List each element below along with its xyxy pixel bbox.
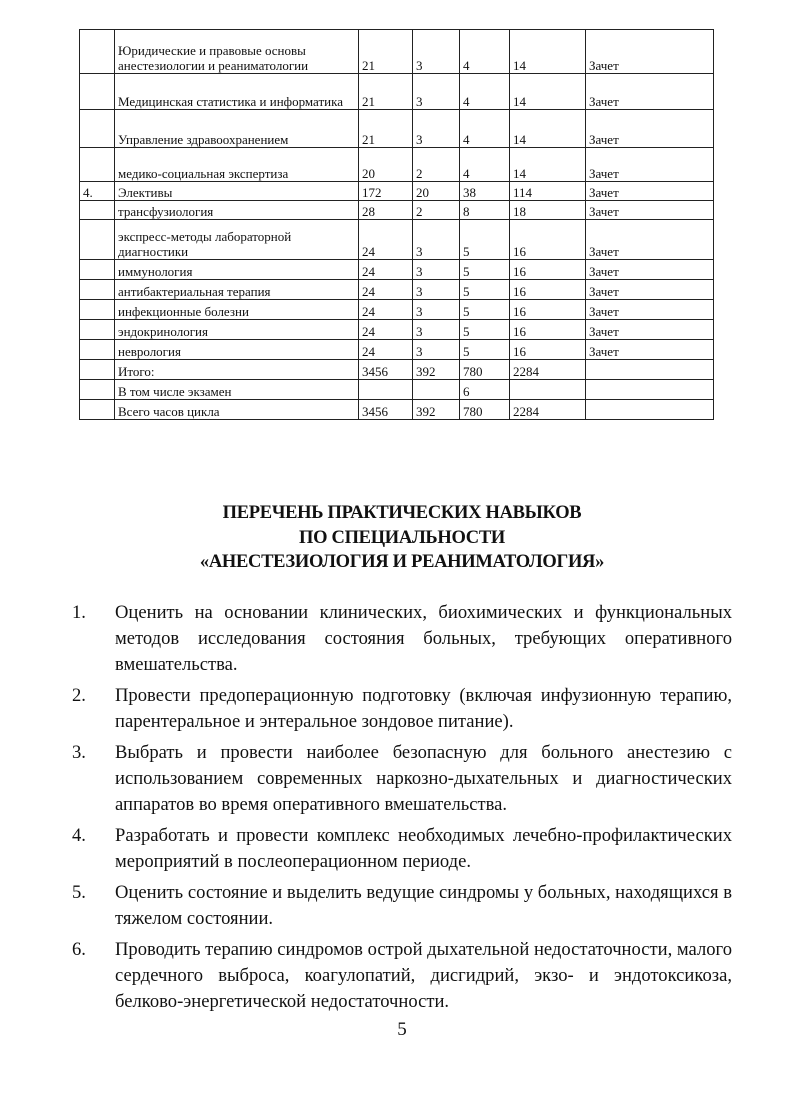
- row-number-cell: [80, 340, 115, 360]
- table-row: [80, 300, 714, 320]
- seminar-hours-cell: 5: [460, 260, 510, 280]
- seminar-hours-cell: 780: [460, 400, 510, 420]
- table-row: [80, 220, 714, 260]
- lecture-hours-cell: 3: [413, 280, 460, 300]
- practice-hours-cell: 16: [510, 280, 586, 300]
- lecture-hours-cell: 2: [413, 201, 460, 220]
- assessment-form-cell: Зачет: [586, 182, 714, 201]
- table-row: [80, 260, 714, 280]
- table-row: [80, 30, 714, 74]
- row-number-cell: [80, 110, 115, 148]
- total-hours-cell: 24: [359, 340, 413, 360]
- skill-item: [72, 823, 732, 875]
- assessment-form-cell: Зачет: [586, 74, 714, 110]
- discipline-name-cell: антибактериальная терапия: [115, 280, 359, 300]
- row-number-cell: [80, 300, 115, 320]
- row-number-cell: [80, 148, 115, 182]
- row-number-cell: [80, 380, 115, 400]
- row-number-cell: [80, 30, 115, 74]
- assessment-form-cell: [586, 380, 714, 400]
- total-hours-cell: 28: [359, 201, 413, 220]
- table-row: [80, 110, 714, 148]
- assessment-form-cell: Зачет: [586, 110, 714, 148]
- table-row: [80, 148, 714, 182]
- skill-text: Разработать и провести комплекс необходимых лечебно-профилактических мероприятий в послеоперационном периоде.: [115, 825, 732, 872]
- assessment-form-cell: [586, 360, 714, 380]
- skill-number: 5.: [72, 882, 86, 903]
- row-number-cell: [80, 280, 115, 300]
- assessment-form-cell: Зачет: [586, 201, 714, 220]
- total-hours-cell: 20: [359, 148, 413, 182]
- lecture-hours-cell: 3: [413, 220, 460, 260]
- skill-text: Оценить состояние и выделить ведущие синдромы у больных, находящихся в тяжелом состоянии.: [115, 882, 732, 929]
- total-hours-cell: 24: [359, 260, 413, 280]
- assessment-form-cell: Зачет: [586, 260, 714, 280]
- section-heading-line-1: ПЕРЕЧЕНЬ ПРАКТИЧЕСКИХ НАВЫКОВ: [222, 503, 582, 523]
- discipline-name-cell: трансфузиология: [115, 201, 359, 220]
- skill-item: [72, 740, 732, 818]
- lecture-hours-cell: 3: [413, 110, 460, 148]
- practice-hours-cell: 2284: [510, 360, 586, 380]
- skill-item: [72, 600, 732, 678]
- total-hours-cell: 21: [359, 74, 413, 110]
- total-hours-cell: 3456: [359, 400, 413, 420]
- lecture-hours-cell: 3: [413, 340, 460, 360]
- practical-skills-list: [72, 600, 732, 1020]
- practice-hours-cell: 16: [510, 300, 586, 320]
- discipline-name-cell: Медицинская статистика и информатика: [115, 74, 359, 110]
- skill-number: 1.: [72, 602, 86, 623]
- practice-hours-cell: 14: [510, 74, 586, 110]
- table-row: [80, 400, 714, 420]
- skill-number: 3.: [72, 742, 86, 763]
- table-row: [80, 320, 714, 340]
- row-number-cell: [80, 260, 115, 280]
- skill-text: Провести предоперационную подготовку (включая инфузионную терапию, парентеральное и энтеральное зондовое питание).: [115, 685, 732, 732]
- assessment-form-cell: Зачет: [586, 320, 714, 340]
- skill-text: Оценить на основании клинических, биохимических и функциональных методов исследования состояния больных, требующих оперативного вмешательства.: [115, 602, 732, 675]
- row-number-cell: 4.: [80, 182, 115, 201]
- discipline-name-cell: медико-социальная экспертиза: [115, 148, 359, 182]
- lecture-hours-cell: 3: [413, 74, 460, 110]
- discipline-name-cell: Управление здравоохранением: [115, 110, 359, 148]
- skill-item: [72, 937, 732, 1015]
- total-hours-cell: 172: [359, 182, 413, 201]
- page-number: 5: [397, 1019, 407, 1040]
- curriculum-table: [79, 29, 714, 420]
- seminar-hours-cell: 5: [460, 280, 510, 300]
- skill-number: 2.: [72, 685, 86, 706]
- table-row: [80, 280, 714, 300]
- lecture-hours-cell: 392: [413, 360, 460, 380]
- practice-hours-cell: 16: [510, 320, 586, 340]
- curriculum-table-body: [80, 30, 714, 420]
- skill-text: Выбрать и провести наиболее безопасную для больного анестезию с использованием современных наркозно-дыхательных и диагностических аппаратов во время оперативного вмешательства.: [115, 742, 732, 815]
- skill-text: Проводить терапию синдромов острой дыхательной недостаточности, малого сердечного выброса, коагулопатий, дисгидрий, экзо- и эндотоксикоза, белково-энергетической недостаточности.: [115, 939, 732, 1012]
- discipline-name-cell: В том числе экзамен: [115, 380, 359, 400]
- lecture-hours-cell: 3: [413, 30, 460, 74]
- total-hours-cell: [359, 380, 413, 400]
- practice-hours-cell: 114: [510, 182, 586, 201]
- assessment-form-cell: Зачет: [586, 280, 714, 300]
- table-row: [80, 201, 714, 220]
- discipline-name-cell: Итого:: [115, 360, 359, 380]
- practice-hours-cell: 18: [510, 201, 586, 220]
- practice-hours-cell: 16: [510, 340, 586, 360]
- lecture-hours-cell: 2: [413, 148, 460, 182]
- discipline-name-cell: Элективы: [115, 182, 359, 201]
- table-row: [80, 340, 714, 360]
- table-row: [80, 182, 714, 201]
- practice-hours-cell: 14: [510, 110, 586, 148]
- practice-hours-cell: 14: [510, 30, 586, 74]
- practice-hours-cell: 16: [510, 260, 586, 280]
- total-hours-cell: 21: [359, 110, 413, 148]
- seminar-hours-cell: 5: [460, 340, 510, 360]
- lecture-hours-cell: 3: [413, 300, 460, 320]
- table-row: [80, 360, 714, 380]
- seminar-hours-cell: 4: [460, 74, 510, 110]
- seminar-hours-cell: 6: [460, 380, 510, 400]
- practice-hours-cell: 2284: [510, 400, 586, 420]
- total-hours-cell: 24: [359, 300, 413, 320]
- seminar-hours-cell: 4: [460, 110, 510, 148]
- section-heading-line-2: ПО СПЕЦИАЛЬНОСТИ: [299, 528, 505, 548]
- row-number-cell: [80, 74, 115, 110]
- seminar-hours-cell: 4: [460, 148, 510, 182]
- row-number-cell: [80, 201, 115, 220]
- seminar-hours-cell: 5: [460, 220, 510, 260]
- discipline-name-cell: неврология: [115, 340, 359, 360]
- total-hours-cell: 24: [359, 220, 413, 260]
- practice-hours-cell: [510, 380, 586, 400]
- discipline-name-cell: иммунология: [115, 260, 359, 280]
- discipline-name-cell: Юридические и правовые основы анестезиологии и реаниматологии: [115, 30, 359, 74]
- row-number-cell: [80, 220, 115, 260]
- skill-item: [72, 683, 732, 735]
- lecture-hours-cell: [413, 380, 460, 400]
- assessment-form-cell: Зачет: [586, 30, 714, 74]
- discipline-name-cell: инфекционные болезни: [115, 300, 359, 320]
- seminar-hours-cell: 5: [460, 300, 510, 320]
- total-hours-cell: 24: [359, 320, 413, 340]
- total-hours-cell: 24: [359, 280, 413, 300]
- discipline-name-cell: эндокринология: [115, 320, 359, 340]
- lecture-hours-cell: 3: [413, 260, 460, 280]
- discipline-name-cell: Всего часов цикла: [115, 400, 359, 420]
- seminar-hours-cell: 5: [460, 320, 510, 340]
- skill-item: [72, 880, 732, 932]
- practice-hours-cell: 16: [510, 220, 586, 260]
- lecture-hours-cell: 392: [413, 400, 460, 420]
- table-row: [80, 380, 714, 400]
- skill-number: 6.: [72, 939, 86, 960]
- assessment-form-cell: Зачет: [586, 220, 714, 260]
- assessment-form-cell: Зачет: [586, 148, 714, 182]
- practice-hours-cell: 14: [510, 148, 586, 182]
- table-row: [80, 74, 714, 110]
- row-number-cell: [80, 360, 115, 380]
- lecture-hours-cell: 3: [413, 320, 460, 340]
- row-number-cell: [80, 320, 115, 340]
- seminar-hours-cell: 8: [460, 201, 510, 220]
- discipline-name-cell: экспресс-методы лабораторной диагностики: [115, 220, 359, 260]
- total-hours-cell: 3456: [359, 360, 413, 380]
- skill-number: 4.: [72, 825, 86, 846]
- assessment-form-cell: [586, 400, 714, 420]
- section-heading-line-3: «АНЕСТЕЗИОЛОГИЯ И РЕАНИМАТОЛОГИЯ»: [199, 552, 605, 572]
- seminar-hours-cell: 780: [460, 360, 510, 380]
- assessment-form-cell: Зачет: [586, 340, 714, 360]
- assessment-form-cell: Зачет: [586, 300, 714, 320]
- seminar-hours-cell: 38: [460, 182, 510, 201]
- total-hours-cell: 21: [359, 30, 413, 74]
- lecture-hours-cell: 20: [413, 182, 460, 201]
- row-number-cell: [80, 400, 115, 420]
- seminar-hours-cell: 4: [460, 30, 510, 74]
